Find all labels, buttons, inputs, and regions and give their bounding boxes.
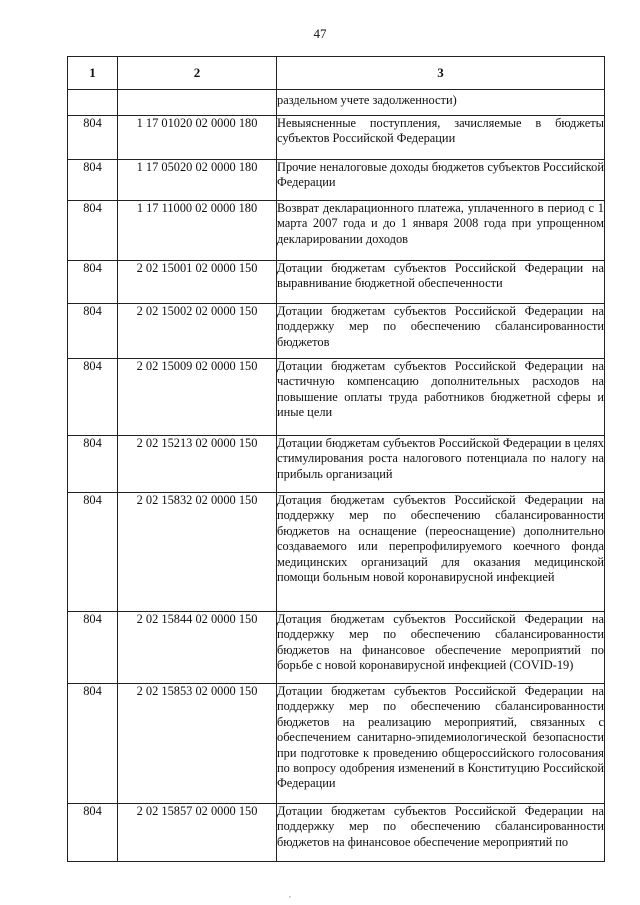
table-cell-code: 2 02 15853 02 0000 150 <box>118 684 277 804</box>
table-cell-code: 2 02 15832 02 0000 150 <box>118 493 277 612</box>
table-cell-admin: 804 <box>68 359 118 436</box>
table-row <box>68 493 605 612</box>
table-cell-admin <box>68 90 118 116</box>
table-cell-code: 1 17 01020 02 0000 180 <box>118 116 277 160</box>
budget-classification-table <box>67 56 605 862</box>
table-cell-admin: 804 <box>68 684 118 804</box>
table-cell-name: Прочие неналоговые доходы бюджетов субъектов Российской Федерации <box>277 160 605 201</box>
table-cell-code: 2 02 15001 02 0000 150 <box>118 261 277 304</box>
table-cell-code: 2 02 15002 02 0000 150 <box>118 304 277 359</box>
table-header-row <box>68 57 605 90</box>
table-cell-code: 2 02 15857 02 0000 150 <box>118 804 277 862</box>
table-row <box>68 804 605 862</box>
table-cell-admin: 804 <box>68 804 118 862</box>
table-cell-admin: 804 <box>68 261 118 304</box>
table-cell-name: Дотации бюджетам субъектов Российской Федерации в целях стимулирования роста налогового потенциала по налогу на прибыль организаций <box>277 436 605 493</box>
table-row <box>68 612 605 684</box>
table-row-continuation <box>68 90 605 116</box>
table-cell-admin: 804 <box>68 201 118 261</box>
table-cell-name: Дотации бюджетам субъектов Российской Федерации на выравнивание бюджетной обеспеченности <box>277 261 605 304</box>
table-cell-admin: 804 <box>68 116 118 160</box>
table-row <box>68 261 605 304</box>
page-number: 47 <box>313 26 327 41</box>
table-row <box>68 201 605 261</box>
table-cell-name: Дотации бюджетам субъектов Российской Федерации на частичную компенсацию дополнительных расходов на повышение оплаты труда работников бюджетной сферы и иные цели <box>277 359 605 436</box>
column-header-admin: 1 <box>68 57 118 90</box>
table-row <box>68 304 605 359</box>
table-cell-code <box>118 90 277 116</box>
table-row <box>68 116 605 160</box>
table-cell-admin: 804 <box>68 612 118 684</box>
table-cell-code: 1 17 05020 02 0000 180 <box>118 160 277 201</box>
table-cell-name: Невыясненные поступления, зачисляемые в бюджеты субъектов Российской Федерации <box>277 116 605 160</box>
table-row <box>68 436 605 493</box>
table-cell-code: 2 02 15213 02 0000 150 <box>118 436 277 493</box>
table-cell-admin: 804 <box>68 160 118 201</box>
table-cell-admin: 804 <box>68 493 118 612</box>
table-cell-name: Возврат декларационного платежа, уплаченного в период с 1 марта 2007 года и до 1 января 2008 года при упрощенном декларировании доходов <box>277 201 605 261</box>
table-cell-name: Дотации бюджетам субъектов Российской Федерации на поддержку мер по обеспечению сбалансированности бюджетов <box>277 304 605 359</box>
table-cell-code: 2 02 15009 02 0000 150 <box>118 359 277 436</box>
table-cell-name: Дотации бюджетам субъектов Российской Федерации на поддержку мер по обеспечению сбалансированности бюджетов на финансовое обеспечение мероприятий по <box>277 804 605 862</box>
table-row <box>68 684 605 804</box>
table-cell-admin: 804 <box>68 304 118 359</box>
table-cell-code: 2 02 15844 02 0000 150 <box>118 612 277 684</box>
table-cell-name: Дотации бюджетам субъектов Российской Федерации на поддержку мер по обеспечению сбалансированности бюджетов на реализацию мероприятий, связанных с обеспечением санитарно-эпидемиологической безопасности при подготовке к проведению общероссийского голосования по вопросу одобрения изменений в Конституцию Российской Федерации <box>277 684 605 804</box>
table-cell-name: Дотация бюджетам субъектов Российской Федерации на поддержку мер по обеспечению сбалансированности бюджетов на оснащение (переоснащение) дополнительно создаваемого или перепрофилируемого коечного фонда медицинских организаций для оказания медицинской помощи больным новой коронавирусной инфекцией <box>277 493 605 612</box>
table-cell-name: раздельном учете задолженности) <box>277 90 605 116</box>
table-cell-admin: 804 <box>68 436 118 493</box>
column-header-code: 2 <box>118 57 277 90</box>
scan-mark: , <box>289 890 291 899</box>
table-cell-name: Дотация бюджетам субъектов Российской Федерации на поддержку мер по обеспечению сбалансированности бюджетов на финансовое обеспечение мероприятий по борьбе с новой коронавирусной инфекцией (COVID-19) <box>277 612 605 684</box>
table-cell-code: 1 17 11000 02 0000 180 <box>118 201 277 261</box>
table-row <box>68 359 605 436</box>
table-row <box>68 160 605 201</box>
column-header-name: 3 <box>277 57 605 90</box>
